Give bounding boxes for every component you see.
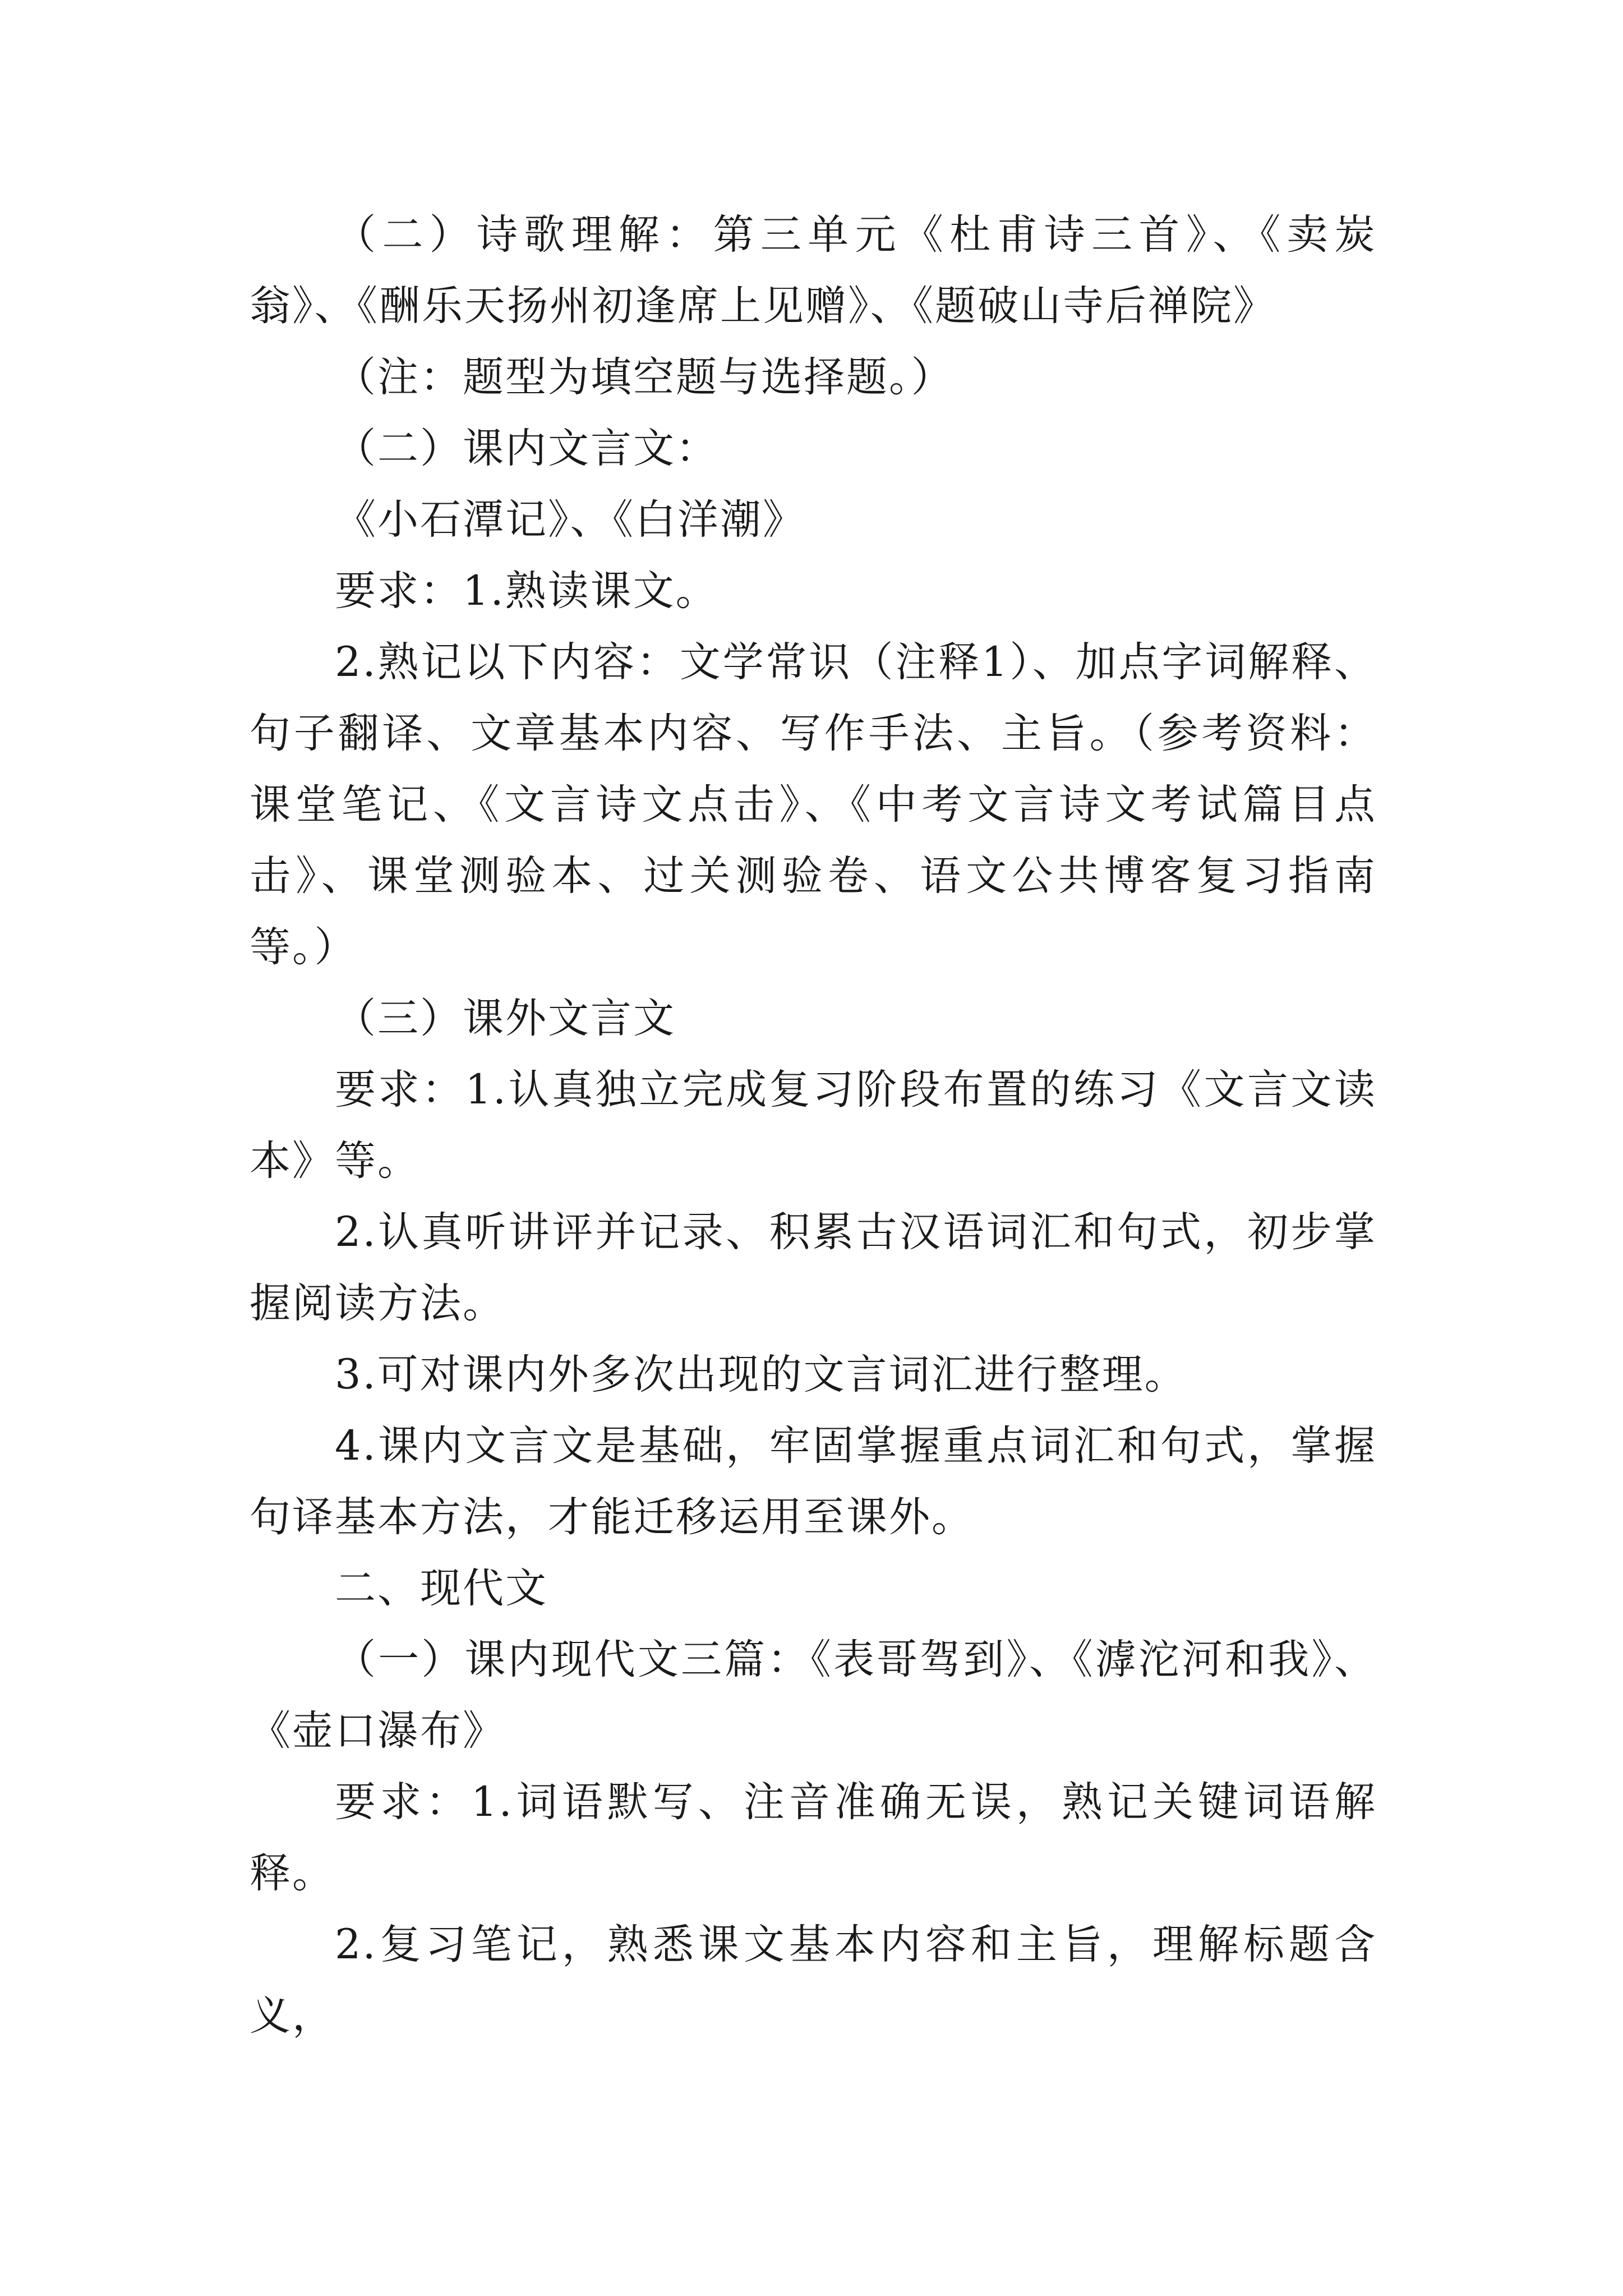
section-heading-modern-prose: 二、现代文: [335, 1565, 548, 1612]
paragraph-extracurricular-classical-heading: （三）课外文言文: [335, 995, 676, 1042]
paragraph-requirement-1: 要求：1.熟读课文。: [335, 567, 718, 615]
paragraph-modern-requirement-1: 要求：1.词语默写、注音准确无误，熟记关键词语解释。: [250, 1778, 1377, 1897]
paragraph-extracurricular-requirement-3: 3.可对课内外多次出现的文言词汇进行整理。: [335, 1351, 1187, 1398]
paragraph-poetry-understanding: （二）诗歌理解：第三单元《杜甫诗三首》、《卖炭翁》、《酬乐天扬州初逢席上见赠》、《题破山寺后禅院》: [250, 211, 1377, 330]
paragraph-extracurricular-requirement-4: 4.课内文言文是基础，牢固掌握重点词汇和句式，掌握句译基本方法，才能迁移运用至课外。: [250, 1422, 1377, 1541]
paragraph-in-class-classical-heading: （二）课内文言文：: [335, 425, 718, 472]
paragraph-in-class-modern-prose: （一）课内现代文三篇：《表哥驾到》、《滹沱河和我》、《壶口瀑布》: [250, 1636, 1377, 1755]
paragraph-requirement-2: 2.熟记以下内容：文学常识（注释1）、加点字词解释、句子翻译、文章基本内容、写作手法、主旨。（参考资料：课堂笔记、《文言诗文点击》、《中考文言诗文考试篇目点击》、课堂测验本、过关测验卷、语文公共博客复习指南等。）: [250, 638, 1377, 971]
paragraph-note-question-types: （注：题型为填空题与选择题。）: [335, 353, 954, 401]
paragraph-modern-requirement-2: 2.复习笔记，熟悉课文基本内容和主旨，理解标题含义，: [250, 1921, 1377, 2040]
document-body: [250, 199, 1377, 2051]
paragraph-extracurricular-requirement-2: 2.认真听讲评并记录、积累古汉语词汇和句式，初步掌握阅读方法。: [250, 1208, 1377, 1327]
paragraph-extracurricular-requirement-1: 要求：1.认真独立完成复习阶段布置的练习《文言文读本》等。: [250, 1066, 1377, 1185]
paragraph-in-class-classical-titles: 《小石潭记》、《白洋潮》: [335, 496, 805, 544]
